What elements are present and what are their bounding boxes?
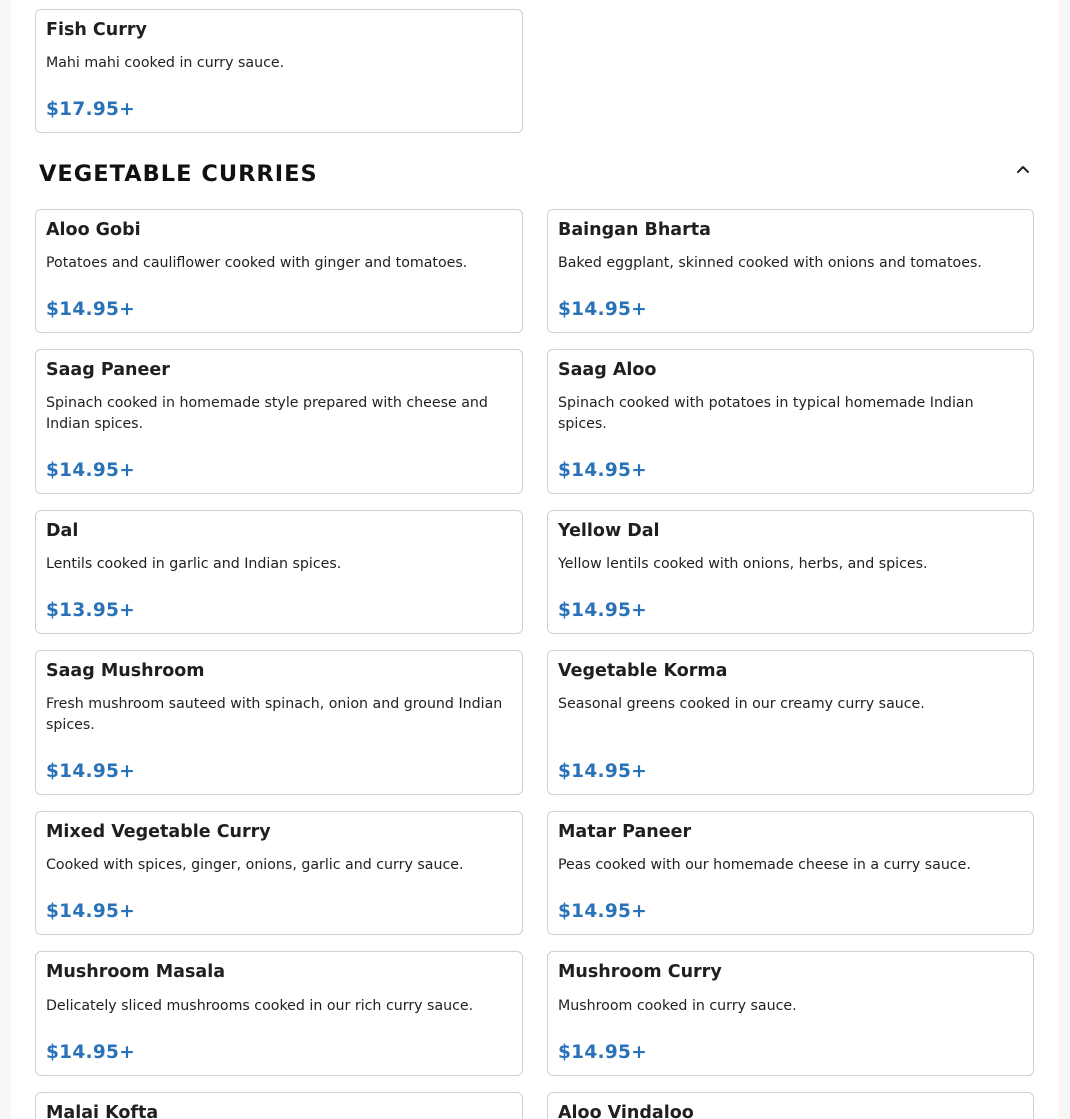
- item-description: Baked eggplant, skinned cooked with onions and tomatoes.: [558, 255, 982, 271]
- menu-item-card[interactable]: [547, 951, 1034, 1076]
- vegetable-curries-grid: [35, 209, 1034, 1119]
- collapse-button[interactable]: [1012, 160, 1034, 182]
- seafood-items-grid: [35, 9, 1034, 133]
- menu-item-card[interactable]: [35, 650, 523, 795]
- item-price: $14.95+: [46, 1042, 135, 1063]
- menu-item-card[interactable]: [35, 9, 523, 133]
- item-description: Cooked with spices, ginger, onions, garlic and curry sauce.: [46, 857, 464, 873]
- item-description: Mushroom cooked in curry sauce.: [558, 998, 797, 1014]
- item-description: Spinach cooked with potatoes in typical homemade Indian spices.: [558, 395, 974, 432]
- menu-item-card[interactable]: [35, 209, 523, 333]
- item-name: Saag Mushroom: [46, 661, 205, 681]
- menu-item-card[interactable]: [35, 811, 523, 935]
- item-price: $14.95+: [558, 901, 647, 922]
- menu-item-card[interactable]: [547, 349, 1034, 494]
- item-description: Potatoes and cauliflower cooked with ginger and tomatoes.: [46, 255, 468, 271]
- menu-item-card[interactable]: [547, 811, 1034, 935]
- item-name: Malai Kofta: [46, 1103, 159, 1119]
- item-price: $14.95+: [46, 761, 135, 782]
- item-name: Mushroom Curry: [558, 962, 722, 982]
- item-description: Lentils cooked in garlic and Indian spices.: [46, 556, 342, 572]
- item-name: Fish Curry: [46, 20, 147, 40]
- item-description: Spinach cooked in homemade style prepared with cheese and Indian spices.: [46, 395, 488, 432]
- item-price: $14.95+: [46, 299, 135, 320]
- item-description: Seasonal greens cooked in our creamy curry sauce.: [558, 696, 925, 712]
- item-name: Saag Aloo: [558, 360, 657, 380]
- item-price: $17.95+: [46, 99, 135, 120]
- section-title: VEGETABLE CURRIES: [39, 161, 318, 187]
- item-description: Mahi mahi cooked in curry sauce.: [46, 55, 285, 71]
- item-name: Saag Paneer: [46, 360, 170, 380]
- item-description: Fresh mushroom sauteed with spinach, onion and ground Indian spices.: [46, 696, 503, 733]
- item-description: Yellow lentils cooked with onions, herbs, and spices.: [558, 556, 928, 572]
- item-price: $14.95+: [558, 761, 647, 782]
- item-name: Aloo Vindaloo: [558, 1103, 694, 1119]
- item-name: Yellow Dal: [558, 521, 660, 541]
- item-name: Mixed Vegetable Curry: [46, 822, 271, 842]
- item-price: $14.95+: [558, 460, 647, 481]
- chevron-up-icon: [1012, 160, 1034, 182]
- item-price: $14.95+: [46, 901, 135, 922]
- menu-item-card[interactable]: [547, 510, 1034, 634]
- menu-item-card[interactable]: [35, 349, 523, 494]
- item-price: $14.95+: [558, 299, 647, 320]
- section-header[interactable]: [39, 160, 1034, 190]
- menu-item-card[interactable]: [547, 1092, 1034, 1119]
- menu-item-card[interactable]: [35, 951, 523, 1076]
- item-price: $14.95+: [46, 460, 135, 481]
- item-description: Delicately sliced mushrooms cooked in our rich curry sauce.: [46, 998, 474, 1014]
- item-price: $14.95+: [558, 1042, 647, 1063]
- menu-page: [11, 0, 1059, 1119]
- menu-item-card[interactable]: [547, 209, 1034, 333]
- menu-item-card[interactable]: [35, 510, 523, 634]
- item-description: Peas cooked with our homemade cheese in a curry sauce.: [558, 857, 971, 873]
- item-name: Matar Paneer: [558, 822, 692, 842]
- item-name: Dal: [46, 521, 79, 541]
- menu-item-card[interactable]: [547, 650, 1034, 795]
- item-price: $13.95+: [46, 600, 135, 621]
- item-price: $14.95+: [558, 600, 647, 621]
- menu-item-card[interactable]: [35, 1092, 523, 1119]
- item-name: Vegetable Korma: [558, 661, 728, 681]
- item-name: Mushroom Masala: [46, 962, 226, 982]
- item-name: Baingan Bharta: [558, 220, 711, 240]
- item-name: Aloo Gobi: [46, 220, 141, 240]
